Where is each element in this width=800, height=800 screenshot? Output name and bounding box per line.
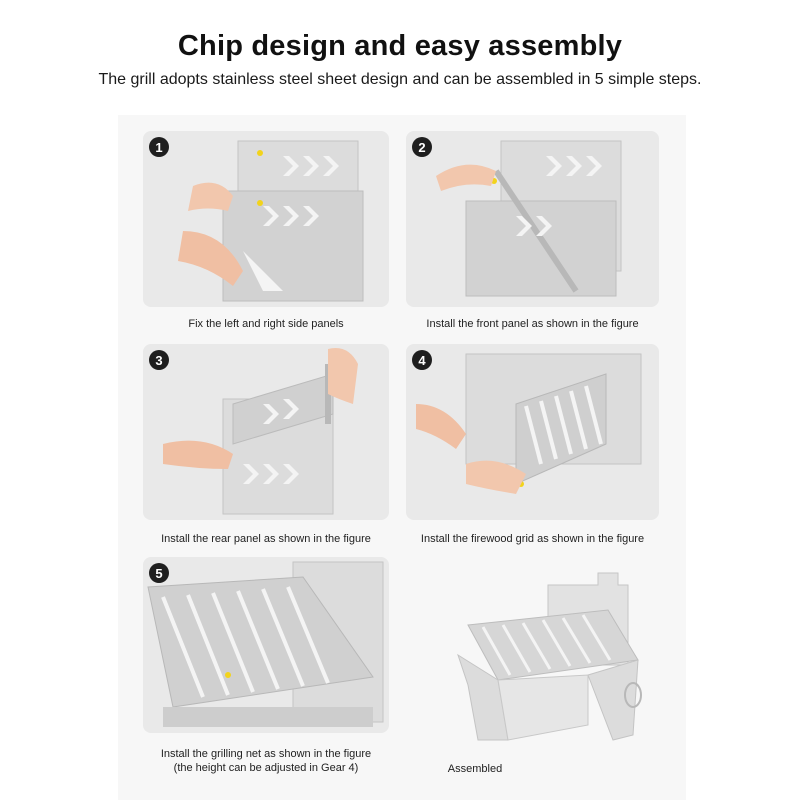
step-4-badge: 4 — [412, 350, 432, 370]
step-2-photo — [406, 131, 659, 307]
page-title: Chip design and easy assembly — [177, 30, 623, 62]
step-2-illustration — [406, 131, 659, 307]
step-5-caption-line-1: Install the grilling net as shown in the figure — [160, 748, 372, 760]
step-1-badge: 1 — [149, 137, 169, 157]
step-3-photo — [143, 344, 389, 520]
assembled-photo — [438, 565, 656, 750]
step-5-photo — [143, 557, 389, 733]
step-2-badge: 2 — [412, 137, 432, 157]
step-5-caption — [143, 747, 389, 775]
step-1-caption: Fix the left and right side panels — [188, 318, 344, 330]
step-4-illustration — [406, 344, 659, 520]
step-3-caption: Install the rear panel as shown in the figure — [161, 533, 371, 545]
step-4-caption: Install the firewood grid as shown in the figure — [420, 533, 645, 545]
step-5-badge: 5 — [149, 563, 169, 583]
step-2-caption: Install the front panel as shown in the figure — [426, 318, 639, 330]
step-1-photo — [143, 131, 389, 307]
step-5-caption-line-2: (the height can be adjusted in Gear 4) — [173, 762, 359, 774]
step-3-badge: 3 — [149, 350, 169, 370]
step-5-illustration — [143, 557, 389, 733]
step-1-illustration — [143, 131, 389, 307]
page-subtitle: The grill adopts stainless steel sheet design and can be assembled in 5 simple steps. — [98, 71, 702, 88]
step-3-illustration — [143, 344, 389, 520]
assembled-illustration — [438, 565, 656, 750]
step-4-photo — [406, 344, 659, 520]
assembled-caption: Assembled — [447, 763, 503, 775]
